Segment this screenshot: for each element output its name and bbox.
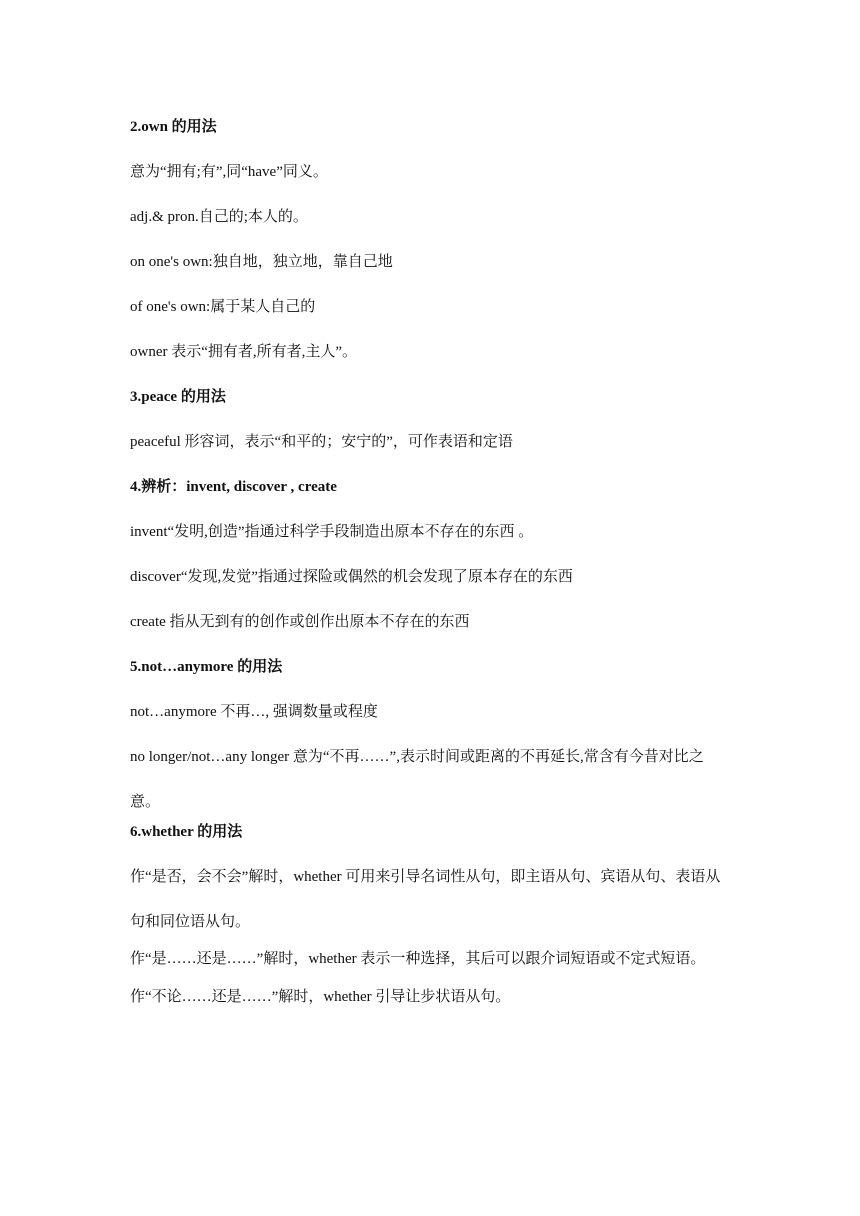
text-paragraph: no longer/not…any longer 意为“不再……”,表示时间或距离的不再延长,常含有今昔对比之意。 [130,748,704,810]
text-line: owner 表示“拥有者,所有者,主人”。 [130,344,358,360]
text-line: of one's own:属于某人自己的 [130,299,316,315]
text-paragraph: 作“不论……还是……”解时，whether 引导让步状语从句。 [130,988,511,1005]
document-page [130,112,730,1020]
text-line: peaceful 形容词，表示“和平的；安宁的”，可作表语和定语 [130,434,513,450]
text-paragraph: 作“是……还是……”解时，whether 表示一种选择，其后可以跟介词短语或不定式短语。 [130,951,706,967]
text-line: not…anymore 不再…, 强调数量或程度 [130,704,378,720]
section-heading-invent-discover-create: 4.辨析：invent, discover , create [130,479,337,495]
text-line: create 指从无到有的创作或创作出原本不存在的东西 [130,614,470,630]
text-line: on one's own:独自地，独立地，靠自己地 [130,254,393,270]
section-heading-peace: 3.peace 的用法 [130,389,226,405]
section-heading-own: 2.own 的用法 [130,119,217,135]
text-paragraph: 作“是否，会不会”解时，whether 可用来引导名词性从句，即主语从句、宾语从句、表语从句和同位语从句。 [130,868,721,930]
text-line: adj.& pron.自己的;本人的。 [130,209,308,225]
text-line: discover“发现,发觉”指通过探险或偶然的机会发现了原本存在的东西 [130,569,573,585]
text-line: 意为“拥有;有”,同“have”同义。 [130,164,328,180]
section-heading-whether: 6.whether 的用法 [130,824,243,840]
text-line: invent“发明,创造”指通过科学手段制造出原本不存在的东西 。 [130,524,534,540]
section-heading-not-anymore: 5.not…anymore 的用法 [130,659,283,675]
